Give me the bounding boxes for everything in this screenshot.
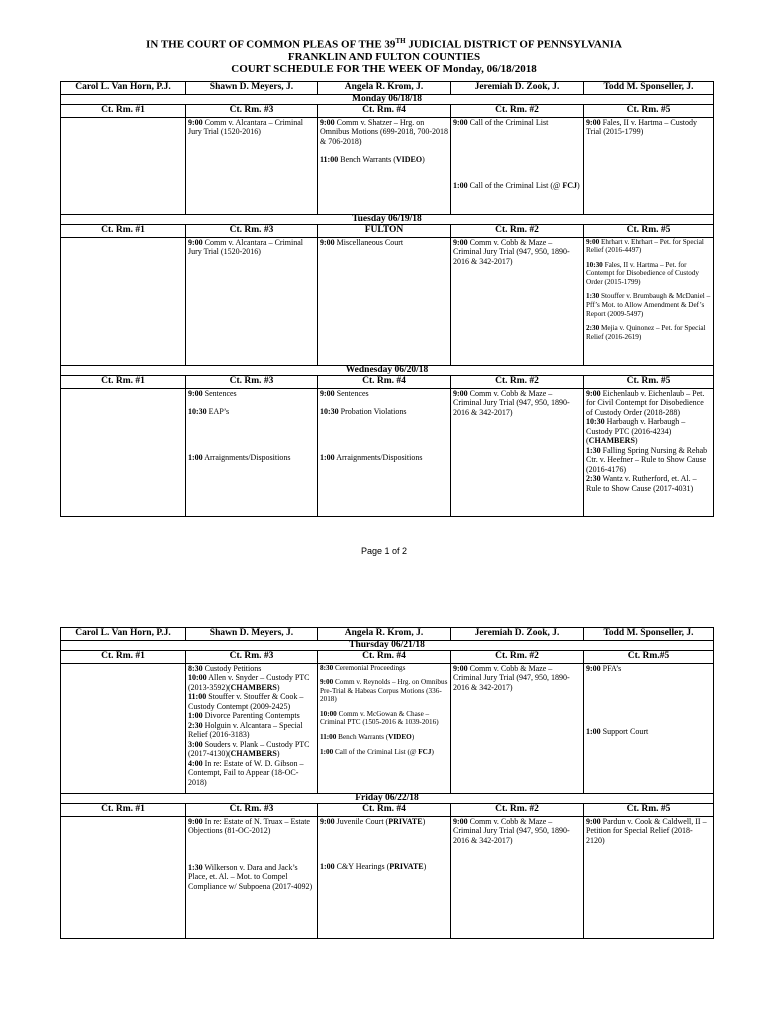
schedule-entry: 9:00 Fales, II v. Hartma – Custody Trial (2015-1799) [586,117,698,136]
schedule-entry: 8:30 Ceremonial Proceedings [320,663,406,672]
schedule-cell [61,237,186,365]
courtroom-row [61,225,714,238]
schedule-entry: 9:00 Comm v. Reynolds – Hrg. on Omnibus Pre-Trial & Habeas Corpus Motions (336-2018) [320,678,448,704]
schedule-entry: 9:00 Sentences [320,388,369,398]
schedule-entry: 10:30 Harbaugh v. Harbaugh – Custody PTC (2016-4234)(CHAMBERS) [586,417,686,445]
judge-name: Carol L. Van Horn, P.J. [61,82,186,95]
day-title: Thursday 06/21/18 [61,640,714,651]
schedule-cell [318,663,451,793]
schedule-entry: 11:00 Bench Warrants (VIDEO) [320,155,425,164]
judge-name: Carol L. Van Horn, P.J. [61,628,186,641]
schedule-cell [61,663,186,793]
courtroom-label: Ct. Rm. #1 [61,376,186,389]
courtroom-row [61,651,714,664]
schedule-cell [186,388,318,516]
schedule-cell [318,816,451,938]
schedule-entry: 9:00 Ehrhart v. Ehrhart – Pet. for Special Relief (2016-4497) [586,237,704,255]
schedule-cell [186,816,318,938]
schedule-cell [186,237,318,365]
day-title: Tuesday 06/19/18 [61,214,714,225]
courtroom-label: Ct. Rm. #1 [61,105,186,118]
schedule-cell [318,237,451,365]
schedule-row [61,117,714,214]
schedule-cell [451,117,584,214]
schedule-cell [186,117,318,214]
schedule-cell [451,816,584,938]
schedule-entry: 1:00 Call of the Criminal List (@ FCJ) [320,747,434,756]
schedule-row [61,388,714,516]
schedule-entry: 3:00 Souders v. Plank – Custody PTC (2017-4130)(CHAMBERS) [188,739,310,758]
day-row [61,94,714,105]
schedule-cell [584,117,714,214]
schedule-entry: 9:00 Comm v. Cobb & Maze – Criminal Jury Trial (947, 950, 1890-2016 & 342-2017) [453,663,570,692]
courtroom-row [61,804,714,817]
schedule-entry: 9:00 Comm v. Alcantara – Criminal Jury Trial (1520-2016) [188,117,304,136]
courtroom-label: Ct. Rm. #4 [318,804,451,817]
courtroom-label: Ct. Rm. #1 [61,804,186,817]
schedule-entry: 1:00 C&Y Hearings (PRIVATE) [320,862,427,871]
header-line-3: COURT SCHEDULE FOR THE WEEK OF Monday, 06/18/2018 [231,62,537,75]
courtroom-label: Ct. Rm. #5 [584,376,714,389]
schedule-cell [318,117,451,214]
courtroom-label: Ct. Rm. #4 [318,651,451,664]
judge-name: Jeremiah D. Zook, J. [451,628,584,641]
document-header [0,35,768,75]
schedule-entry: 1:00 Arraignments/Dispositions [320,452,423,462]
schedule-entry: 10:30 Probation Violations [320,407,407,416]
courtroom-label: Ct. Rm. #2 [451,376,584,389]
judge-name: Jeremiah D. Zook, J. [451,82,584,95]
schedule-entry: 1:00 Arraignments/Dispositions [188,452,291,462]
courtroom-label: Ct. Rm. #2 [451,804,584,817]
schedule-cell [318,388,451,516]
judge-name: Todd M. Sponseller, J. [584,82,714,95]
day-row [61,793,714,804]
schedule-entry: 9:00 Comm v. Cobb & Maze – Criminal Jury Trial (947, 950, 1890-2016 & 342-2017) [453,388,570,417]
judge-header-row [61,628,714,641]
judge-name: Angela R. Krom, J. [318,82,451,95]
courtroom-row [61,105,714,118]
schedule-cell [584,816,714,938]
schedule-cell [451,237,584,365]
courtroom-label: Ct. Rm. #4 [318,376,451,389]
courtroom-label: Ct. Rm. #4 [318,105,451,118]
schedule-entry: 1:30 Falling Spring Nursing & Rehab Ctr. v. Heefner – Rule to Show Cause (2016-4176) [586,445,708,474]
schedule-entry: 2:30 Holguin v. Alcantara – Special Relief (2016-3183) [188,720,303,739]
schedule-table-page-1 [60,81,714,517]
schedule-entry: 9:00 Juvenile Court (PRIVATE) [320,816,426,826]
schedule-cell [61,117,186,214]
schedule-entry: 9:00 In re: Estate of N. Truax – Estate Objections (81-OC-2012) [188,816,310,835]
courtroom-label: Ct. Rm. #2 [451,651,584,664]
courtroom-label: Ct. Rm. #2 [451,105,584,118]
schedule-cell [584,663,714,793]
judge-name: Shawn D. Meyers, J. [186,628,318,641]
header-line-2: FRANKLIN AND FULTON COUNTIES [287,50,481,63]
courtroom-label: Ct. Rm. #5 [584,804,714,817]
schedule-cell [584,388,714,516]
courtroom-label: Ct. Rm. #3 [186,651,318,664]
schedule-entry: 1:30 Wilkerson v. Dara and Jack’s Place, et. Al. – Mot. to Compel Compliance w/ Subpoena (2017-4092) [188,862,313,891]
schedule-cell [584,237,714,365]
schedule-cell [61,388,186,516]
schedule-entry: 9:00 Comm v. Cobb & Maze – Criminal Jury Trial (947, 950, 1890-2016 & 342-2017) [453,816,570,845]
courtroom-label: FULTON [318,225,451,238]
judge-header-row [61,82,714,95]
courtroom-label: Ct. Rm. #1 [61,225,186,238]
schedule-row [61,663,714,793]
schedule-entry: 9:00 Comm v. Alcantara – Criminal Jury Trial (1520-2016) [188,237,304,256]
courtroom-label: Ct. Rm. #5 [584,225,714,238]
schedule-entry: 10:30 EAP’s [188,407,230,416]
courtroom-label: Ct. Rm. #1 [61,651,186,664]
schedule-entry: 10:30 Fales, II v. Hartma – Pet. for Contempt for Disobedience of Custody Order (2015-1799) [586,260,699,286]
schedule-cell [451,663,584,793]
schedule-entry: 1:00 Call of the Criminal List (@ FCJ) [453,181,580,190]
schedule-entry: 4:00 In re: Estate of W. D. Gibson – Contempt, Fail to Appear (18-OC-2018) [188,758,304,787]
schedule-entry: 9:00 Eichenlaub v. Eichenlaub – Pet. for Civil Contempt for Disobedience of Custody Order (2018-288) [586,388,705,417]
schedule-entry: 1:00 Support Court [586,727,649,736]
schedule-entry: 9:00 Sentences [188,388,237,398]
schedule-cell [186,663,318,793]
schedule-entry: 8:30 Custody Petitions [188,663,262,673]
judge-name: Shawn D. Meyers, J. [186,82,318,95]
schedule-table-page-2 [60,627,714,939]
schedule-row [61,237,714,365]
schedule-row [61,816,714,938]
schedule-entry: 9:00 Call of the Criminal List [453,117,549,127]
day-row [61,214,714,225]
header-line-1: IN THE COURT OF COMMON PLEAS OF THE 39TH JUDICIAL DISTRICT OF PENNSYLVANIA [146,37,622,51]
schedule-entry: 1:30 Stouffer v. Brumbaugh & McDaniel – Pff’s Mot. to Allow Amendment & Def’s Report (2009-5497) [586,292,711,318]
schedule-cell [61,816,186,938]
page-number: Page 1 of 2 [360,546,408,556]
schedule-entry: 9:00 Comm v. Shatzer – Hrg. on Omnibus Motions (699-2018, 700-2018 & 706-2018) [320,117,448,146]
schedule-entry: 2:30 Wantz v. Rutherford, et. Al. – Rule to Show Cause (2017-4031) [586,474,697,493]
day-title: Wednesday 06/20/18 [61,365,714,376]
courtroom-label: Ct. Rm. #3 [186,376,318,389]
schedule-entry: 2:30 Mejia v. Quinonez – Pet. for Special Relief (2016-2619) [586,324,706,341]
schedule-entry: 11:00 Stouffer v. Stouffer & Cook – Custody Contempt (2009-2425) [188,692,304,711]
schedule-entry: 9:00 PFA’s [586,663,622,673]
day-row [61,640,714,651]
schedule-entry: 9:00 Pardun v. Cook & Caldwell, II – Petition for Special Relief (2018-2120) [586,816,707,845]
schedule-entry: 9:00 Miscellaneous Court [320,237,404,247]
courtroom-label: Ct. Rm.#5 [584,651,714,664]
courtroom-row [61,376,714,389]
day-row [61,365,714,376]
schedule-entry: 10:00 Allen v. Snyder – Custody PTC (2013-3592)(CHAMBERS) [188,673,310,692]
day-title: Friday 06/22/18 [61,793,714,804]
day-title: Monday 06/18/18 [61,94,714,105]
schedule-cell [451,388,584,516]
judge-name: Todd M. Sponseller, J. [584,628,714,641]
schedule-entry: 9:00 Comm v. Cobb & Maze – Criminal Jury Trial (947, 950, 1890-2016 & 342-2017) [453,237,570,266]
courtroom-label: Ct. Rm. #3 [186,225,318,238]
courtroom-label: Ct. Rm. #5 [584,105,714,118]
schedule-entry: 1:00 Divorce Parenting Contempts [188,711,300,720]
judge-name: Angela R. Krom, J. [318,628,451,641]
courtroom-label: Ct. Rm. #2 [451,225,584,238]
schedule-entry: 10:00 Comm v. McGowan & Chase – Criminal PTC (1505-2016 & 1039-2016) [320,709,439,727]
schedule-entry: 11:00 Bench Warrants (VIDEO) [320,733,415,742]
courtroom-label: Ct. Rm. #3 [186,105,318,118]
courtroom-label: Ct. Rm. #3 [186,804,318,817]
